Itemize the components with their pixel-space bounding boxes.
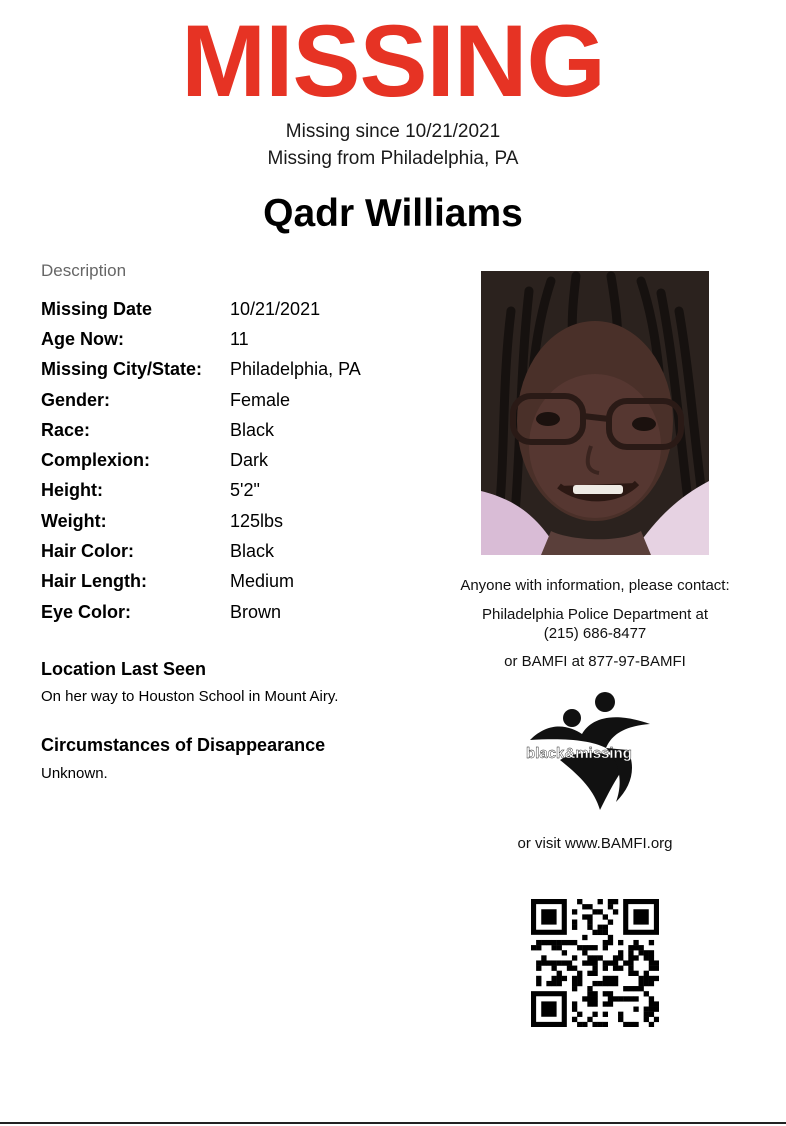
detail-row-city-state (41, 355, 441, 385)
detail-value: Female (230, 389, 291, 410)
detail-label: Weight: (41, 510, 107, 531)
detail-row-missing-date (41, 294, 441, 324)
black-and-missing-logo-icon (520, 690, 660, 810)
missing-from-text: Missing from Philadelphia, PA (267, 148, 519, 169)
detail-label: Hair Length: (41, 571, 147, 592)
detail-row-weight (41, 506, 441, 536)
detail-value: Brown (230, 601, 282, 622)
detail-label: Height: (41, 480, 103, 501)
portrait-photo-icon (481, 271, 709, 555)
person-name: Qadr Williams (263, 192, 523, 235)
detail-label: Missing Date (41, 298, 153, 319)
detail-value: 11 (230, 328, 249, 349)
circumstances-text: Unknown. (41, 765, 108, 782)
detail-value: Black (230, 419, 275, 440)
detail-label: Gender: (41, 389, 111, 410)
detail-row-hair-color (41, 536, 441, 566)
detail-row-eye-color (41, 597, 441, 627)
bottom-rule (0, 1122, 786, 1124)
detail-value: Philadelphia, PA (230, 359, 361, 380)
detail-value: 5'2" (230, 480, 260, 501)
detail-value: 10/21/2021 (230, 298, 321, 319)
missing-headline: MISSING (181, 4, 605, 118)
detail-row-height (41, 476, 441, 506)
detail-row-race (41, 415, 441, 445)
detail-row-complexion (41, 445, 441, 475)
detail-label: Age Now: (41, 328, 124, 349)
detail-label: Hair Color: (41, 541, 135, 562)
detail-row-gender (41, 385, 441, 415)
qr-code-icon (531, 899, 659, 1027)
detail-label: Missing City/State: (41, 359, 203, 380)
detail-row-hair-length (41, 567, 441, 597)
location-last-seen-title: Location Last Seen (41, 659, 207, 679)
contact-intro: Anyone with information, please contact: (460, 577, 730, 594)
detail-value: Medium (230, 571, 295, 592)
detail-label: Race: (41, 419, 91, 440)
detail-label: Eye Color: (41, 601, 132, 622)
contact-website: or visit www.BAMFI.org (517, 835, 673, 852)
contact-phone: (215) 686-8477 (543, 625, 647, 642)
detail-row-age (41, 324, 441, 354)
contact-police: Philadelphia Police Department at (482, 606, 708, 623)
description-table (41, 294, 441, 627)
contact-bamfi: or BAMFI at 877-97-BAMFI (504, 653, 686, 670)
detail-value: Black (230, 541, 275, 562)
detail-label: Complexion: (41, 450, 151, 471)
detail-value: 125lbs (230, 510, 284, 531)
logo-wordmark: black&missing (526, 745, 632, 762)
missing-since-text: Missing since 10/21/2021 (285, 121, 501, 142)
description-heading: Description (41, 261, 127, 280)
detail-value: Dark (230, 450, 269, 471)
circumstances-title: Circumstances of Disappearance (41, 735, 326, 755)
location-last-seen-text: On her way to Houston School in Mount Airy. (41, 688, 339, 705)
